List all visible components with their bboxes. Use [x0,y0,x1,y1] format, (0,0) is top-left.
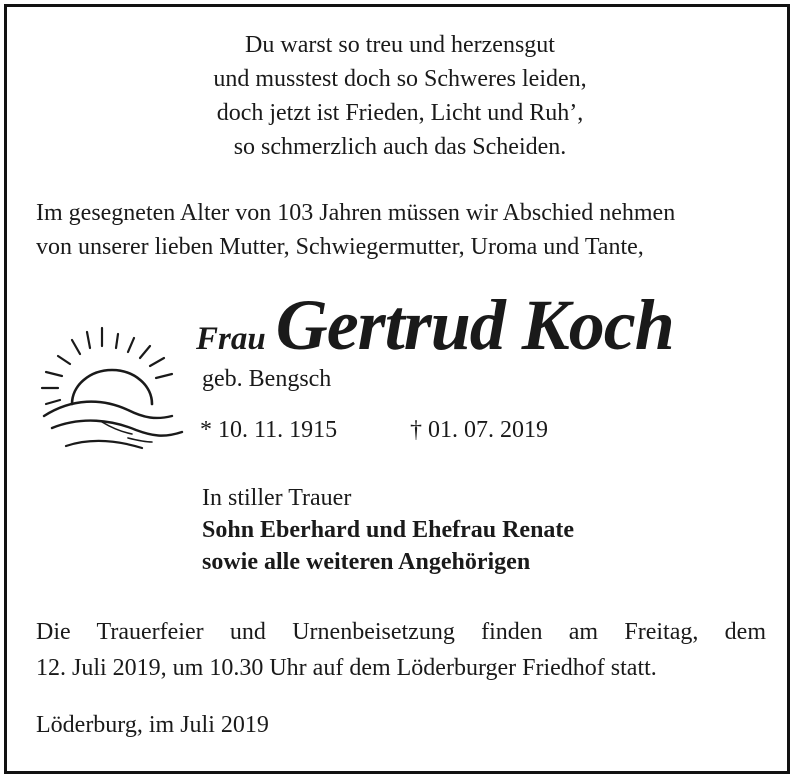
mourners-intro: In stiller Trauer [202,485,352,511]
poem-line: Du warst so treu und herzensgut [245,32,555,58]
ceremony-line: 12. Juli 2019, um 10.30 Uhr auf dem Löderburger Friedhof statt. [36,655,657,681]
poem-line: doch jetzt ist Frieden, Licht und Ruh’, [216,100,584,126]
ceremony-line: Die Trauerfeier und Urnenbeisetzung finden am Freitag, dem [36,619,766,645]
intro-text [36,196,776,264]
mourners-line: Sohn Eberhard und Ehefrau Renate [202,517,575,543]
mourners-line: sowie alle weiteren Angehörigen [202,549,531,575]
sunset-hills-icon [32,320,192,460]
poem [0,28,800,164]
birth-date: * 10. 11. 1915 [200,417,338,443]
death-date: † 01. 07. 2019 [410,417,548,443]
ceremony-text [36,614,766,686]
deceased-name-line [196,284,674,367]
deceased-title: Frau [196,321,266,357]
maiden-name: geb. Bengsch [202,366,332,392]
intro-line: Im gesegneten Alter von 103 Jahren müssen wir Abschied nehmen [36,200,676,226]
intro-line: von unserer lieben Mutter, Schwiegermutter, Uroma und Tante, [36,234,644,260]
poem-line: so schmerzlich auch das Scheiden. [233,134,567,160]
place-date: Löderburg, im Juli 2019 [36,712,269,738]
poem-line: und musstest doch so Schweres leiden, [213,66,587,92]
mourners-block [202,482,574,578]
deceased-name: Gertrud Koch [275,285,674,365]
